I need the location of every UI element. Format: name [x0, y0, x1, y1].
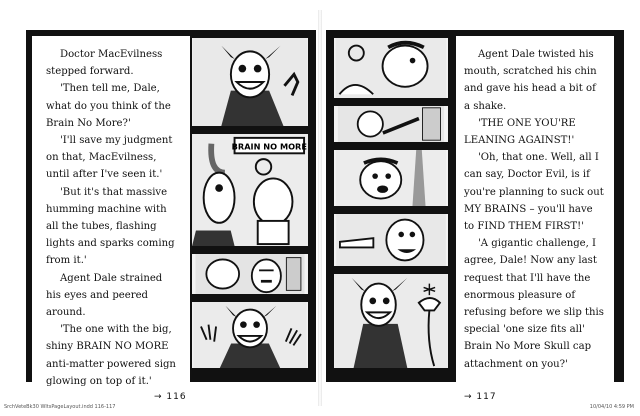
- right-comic-frame: [326, 30, 624, 382]
- right-page: [324, 10, 636, 410]
- left-text-column: [32, 36, 190, 386]
- agent-squint-illustration: [192, 254, 308, 294]
- agent-shock-illustration: [334, 150, 448, 206]
- comic-panel-villain-lean: [332, 104, 450, 144]
- comic-panel-villain-skullcap: [332, 272, 450, 370]
- comic-panel-villain-claws: [190, 300, 310, 370]
- right-paragraph: 'Oh, that one. Well, all I can say, Doctor Evil, is if you're planning to suck out MY BRAINS – you'll have to FIND THEM FIRST!': [464, 152, 604, 233]
- comic-panel-brain-machine: [190, 132, 310, 248]
- left-paragraph: 'But it's that massive humming machine with all the tubes, flashing lights and sparks coming from it.': [46, 186, 175, 267]
- left-paragraph: Doctor MacEvilness stepped forward.: [46, 49, 163, 78]
- right-paragraph: 'A gigantic challenge, I agree, Dale! Now any last request that I'll have the enormous pleasure of refusing before we slip this special 'one size fits all' Brain No More Skull cap attachment on you?': [464, 238, 604, 370]
- left-page: [4, 10, 316, 410]
- page-number-arrow: →: [154, 392, 163, 402]
- book-gutter: [318, 10, 322, 406]
- villain-grin-illustration: [192, 38, 308, 126]
- villain-claws-illustration: [192, 302, 308, 368]
- agent-profile-illustration: [334, 38, 448, 98]
- comic-panel-agent-point: [332, 212, 450, 268]
- left-page-number: → 116: [154, 392, 187, 402]
- left-paragraph: 'I'll save my judgment on that, MacEvilness, until after I've seen it.': [46, 135, 173, 181]
- right-paragraph: Agent Dale twisted his mouth, scratched his chin and gave his head a bit of a shake.: [464, 49, 597, 112]
- agent-point-illustration: [334, 214, 448, 266]
- brain-machine-illustration: [192, 134, 308, 246]
- comic-panel-agent-shock: [332, 148, 450, 208]
- comic-panel-agent-profile: [332, 36, 450, 100]
- left-comic-frame: [26, 30, 316, 386]
- villain-skullcap-illustration: [334, 274, 448, 368]
- comic-panel-agent-squint: [190, 252, 310, 296]
- comic-panel-villain-grin: [190, 36, 310, 128]
- right-paragraph: 'THE ONE YOU'RE LEANING AGAINST!': [464, 117, 576, 147]
- print-slug-left: SrchVeteBk30 WltsPageLayout.indd 116-117: [4, 404, 116, 410]
- villain-lean-illustration: [334, 106, 448, 142]
- right-page-number: → 117: [464, 392, 497, 402]
- brain-no-more-sign: BRAIN NO MORE: [231, 141, 307, 152]
- left-paragraph: 'The one with the big, shiny BRAIN NO MORE anti-matter powered sign glowing on top of it.': [46, 324, 176, 386]
- left-paragraph: Agent Dale strained his eyes and peered around.: [46, 272, 163, 319]
- left-paragraph: 'Then tell me, Dale, what do you think of the Brain No More?': [46, 83, 171, 129]
- page-number-arrow: →: [464, 392, 473, 402]
- right-text-column: [456, 36, 614, 386]
- print-slug-right: 10/04/10 4:59 PM: [589, 404, 634, 410]
